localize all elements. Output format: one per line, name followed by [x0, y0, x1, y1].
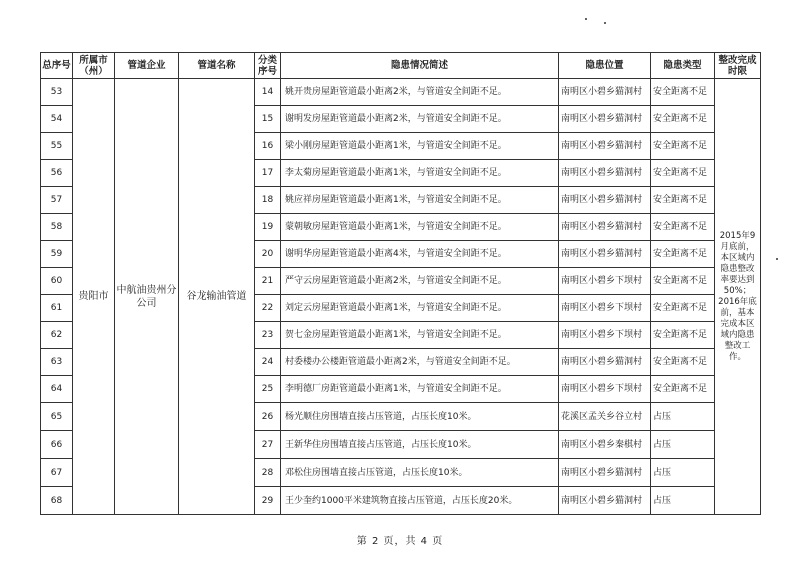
row-no: 53: [41, 79, 73, 106]
row-type: 占压: [651, 403, 715, 431]
row-type: 安全距离不足: [651, 241, 715, 268]
row-type: 安全距离不足: [651, 214, 715, 241]
row-type: 占压: [651, 487, 715, 515]
row-type: 占压: [651, 459, 715, 487]
row-no: 68: [41, 487, 73, 515]
row-type: 安全距离不足: [651, 133, 715, 160]
row-seq: 25: [255, 376, 281, 403]
header-pipeline: 管道名称: [179, 53, 255, 79]
merged-pipeline: 谷龙输油管道: [179, 79, 255, 515]
row-no: 63: [41, 349, 73, 376]
header-description: 隐患情况简述: [281, 53, 559, 79]
row-seq: 16: [255, 133, 281, 160]
row-description: 姚应祥房屋距管道最小距离1米，与管道安全间距不足。: [281, 187, 559, 214]
header-seq: 分类序号: [255, 53, 281, 79]
header-row: [41, 53, 761, 79]
row-description: 杨光顺住房围墙直接占压管道，占压长度10米。: [281, 403, 559, 431]
scan-speck: [776, 258, 778, 260]
row-type: 安全距离不足: [651, 187, 715, 214]
row-description: 李明德厂房距管道最小距离1米，与管道安全间距不足。: [281, 376, 559, 403]
row-description: 严守云房屋距管道最小距离2米，与管道安全间距不足。: [281, 268, 559, 295]
row-seq: 17: [255, 160, 281, 187]
row-description: 村委楼办公楼距管道最小距离2米，与管道安全间距不足。: [281, 349, 559, 376]
row-seq: 18: [255, 187, 281, 214]
row-type: 安全距离不足: [651, 106, 715, 133]
row-seq: 28: [255, 459, 281, 487]
page-footer: 第 2 页，共 4 页: [356, 536, 444, 547]
row-type: 安全距离不足: [651, 349, 715, 376]
row-type: 安全距离不足: [651, 295, 715, 322]
row-type: 安全距离不足: [651, 160, 715, 187]
header-location: 隐患位置: [559, 53, 651, 79]
row-no: 59: [41, 241, 73, 268]
row-no: 60: [41, 268, 73, 295]
row-no: 64: [41, 376, 73, 403]
header-company: 管道企业: [115, 53, 179, 79]
row-description: 李太菊房屋距管道最小距离1米，与管道安全间距不足。: [281, 160, 559, 187]
row-no: 61: [41, 295, 73, 322]
row-location: 花溪区孟关乡谷立村: [559, 403, 651, 431]
row-location: 南明区小碧乡猫洞村: [559, 459, 651, 487]
row-location: 南明区小碧乡下坝村: [559, 268, 651, 295]
row-description: 刘定云房屋距管道最小距离1米，与管道安全间距不足。: [281, 295, 559, 322]
merged-city: 贵阳市: [73, 79, 115, 515]
row-seq: 20: [255, 241, 281, 268]
scan-speck: [604, 22, 606, 24]
scan-speck: [585, 18, 587, 20]
row-seq: 29: [255, 487, 281, 515]
row-description: 梁小刚房屋距管道最小距离1米，与管道安全间距不足。: [281, 133, 559, 160]
row-location: 南明区小碧乡猫洞村: [559, 133, 651, 160]
row-description: 王少奎约1000平米建筑物直接占压管道，占压长度20米。: [281, 487, 559, 515]
header-deadline: 整改完成时限: [715, 53, 761, 79]
row-seq: 22: [255, 295, 281, 322]
row-seq: 14: [255, 79, 281, 106]
header-type: 隐患类型: [651, 53, 715, 79]
row-no: 58: [41, 214, 73, 241]
row-location: 南明区小碧乡下坝村: [559, 376, 651, 403]
row-location: 南明区小碧乡下坝村: [559, 295, 651, 322]
row-type: 安全距离不足: [651, 376, 715, 403]
row-no: 65: [41, 403, 73, 431]
row-no: 67: [41, 459, 73, 487]
table-row: [41, 79, 761, 106]
header-total-no: 总序号: [41, 53, 73, 79]
row-seq: 23: [255, 322, 281, 349]
row-location: 南明区小碧乡猫洞村: [559, 349, 651, 376]
row-seq: 15: [255, 106, 281, 133]
row-location: 南明区小碧乡下坝村: [559, 322, 651, 349]
row-description: 谢明华房屋距管道最小距离4米，与管道安全间距不足。: [281, 241, 559, 268]
row-no: 66: [41, 431, 73, 459]
row-no: 57: [41, 187, 73, 214]
row-location: 南明区小碧乡猫洞村: [559, 487, 651, 515]
merged-company: 中航油贵州分公司: [115, 79, 179, 515]
row-type: 安全距离不足: [651, 322, 715, 349]
row-location: 南明区小碧乡秦棋村: [559, 431, 651, 459]
row-type: 占压: [651, 431, 715, 459]
row-location: 南明区小碧乡猫洞村: [559, 160, 651, 187]
row-no: 62: [41, 322, 73, 349]
merged-deadline: 2015年9月底前，本区域内隐患整改率要达到50%；2016年底前，基本完成本区域内隐患整改工作。: [715, 79, 761, 515]
row-location: 南明区小碧乡猫洞村: [559, 241, 651, 268]
row-location: 南明区小碧乡猫洞村: [559, 79, 651, 106]
row-location: 南明区小碧乡猫洞村: [559, 187, 651, 214]
row-type: 安全距离不足: [651, 79, 715, 106]
row-description: 蒙朝敏房屋距管道最小距离1米，与管道安全间距不足。: [281, 214, 559, 241]
row-location: 南明区小碧乡猫洞村: [559, 214, 651, 241]
row-seq: 21: [255, 268, 281, 295]
header-city: 所属市（州）: [73, 53, 115, 79]
row-description: 贺七金房屋距管道最小距离1米，与管道安全间距不足。: [281, 322, 559, 349]
row-seq: 19: [255, 214, 281, 241]
row-seq: 24: [255, 349, 281, 376]
row-description: 王新华住房围墙直接占压管道，占压长度10米。: [281, 431, 559, 459]
row-seq: 27: [255, 431, 281, 459]
hazard-table: [40, 52, 761, 515]
row-no: 55: [41, 133, 73, 160]
row-no: 54: [41, 106, 73, 133]
row-no: 56: [41, 160, 73, 187]
row-description: 谢明发房屋距管道最小距离2米，与管道安全间距不足。: [281, 106, 559, 133]
row-seq: 26: [255, 403, 281, 431]
row-type: 安全距离不足: [651, 268, 715, 295]
row-description: 邓松住房围墙直接占压管道，占压长度10米。: [281, 459, 559, 487]
row-description: 姚开贵房屋距管道最小距离2米，与管道安全间距不足。: [281, 79, 559, 106]
row-location: 南明区小碧乡猫洞村: [559, 106, 651, 133]
